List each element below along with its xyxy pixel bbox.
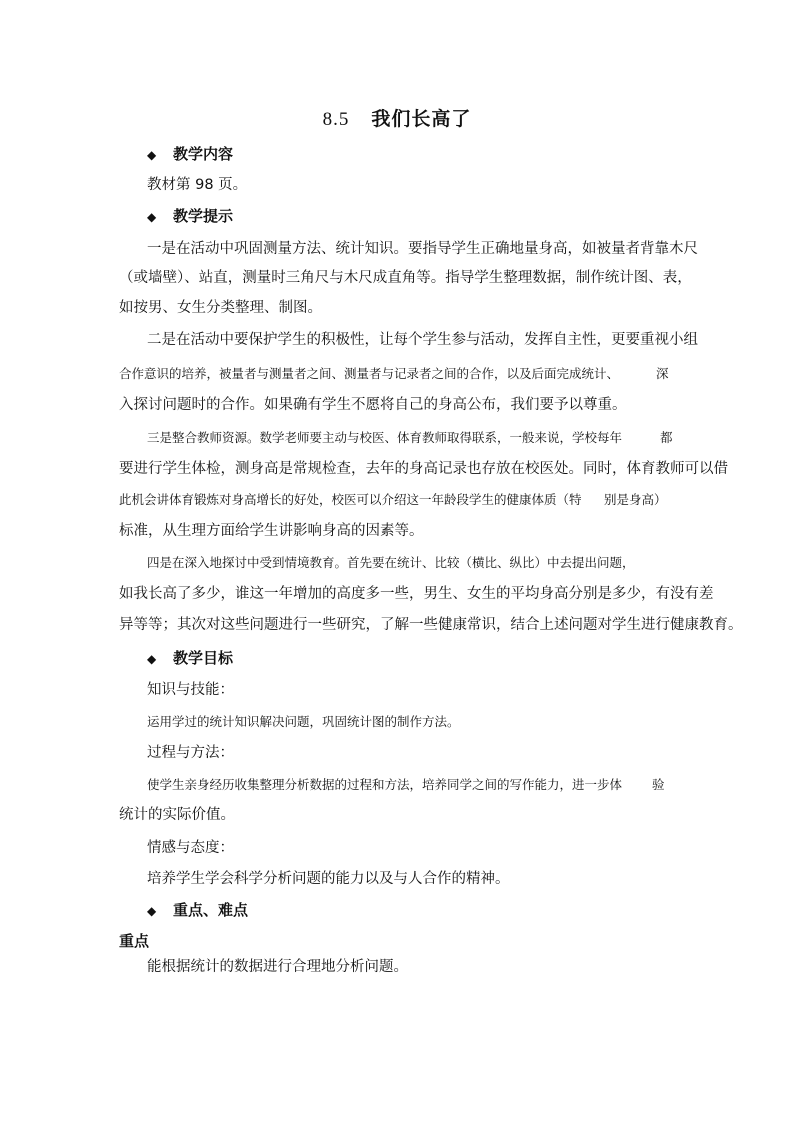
paragraph-line: （或墙壁）、站直，测量时三角尺与木尺成直角等。指导学生整理数据，制作统计图、表，	[119, 270, 692, 286]
paragraph-line: 合作意识的培养，被量者与测量者之间、测量者与记录者之间的合作，以及后面完成统计、	[119, 366, 620, 381]
page-title	[0, 104, 794, 131]
heading-tips: ◆ 教学提示	[147, 207, 234, 225]
process-text: 验	[652, 777, 665, 792]
heading-goals: ◆ 教学目标	[147, 649, 234, 667]
paragraph-line: 一是在活动中巩固测量方法、统计知识。要指导学生正确地量身高，如被量者背靠木尺	[147, 241, 698, 257]
diamond-bullet-icon: ◆	[147, 652, 157, 666]
process-text: 统计的实际价值。	[119, 807, 235, 823]
content-text: 教材第 98 页。	[147, 177, 248, 193]
section-number: 8.5	[322, 109, 350, 130]
paragraph-line: 入探讨问题时的合作。如果确有学生不愿将自己的身高公布，我们要予以尊重。	[119, 397, 627, 413]
process-label: 过程与方法：	[147, 745, 234, 761]
key-subheading: 重点	[119, 932, 150, 950]
emotion-label: 情感与态度：	[147, 840, 234, 856]
diamond-bullet-icon: ◆	[147, 904, 157, 918]
paragraph-line: 此机会讲体育锻炼对身高增长的好处，校医可以介绍这一年龄段学生的健康体质（特	[119, 492, 582, 507]
paragraph-line: 四是在深入地探讨中受到情境教育。首先要在统计、比较（横比、纵比）中去提出问题，	[147, 555, 635, 570]
diamond-bullet-icon: ◆	[147, 210, 157, 224]
paragraph-line: 别是身高）	[604, 492, 667, 507]
heading-content: ◆ 教学内容	[147, 145, 234, 163]
paragraph-line: 都	[660, 430, 673, 445]
key-text: 能根据统计的数据进行合理地分析问题。	[147, 959, 408, 975]
title-text: 我们长高了	[371, 108, 472, 130]
paragraph-line: 二是在活动中要保护学生的积极性，让每个学生参与活动，发挥自主性，更要重视小组	[147, 332, 698, 348]
heading-key: ◆ 重点、难点	[147, 901, 249, 919]
paragraph-line: 深	[656, 366, 669, 381]
process-text: 使学生亲身经历收集整理分析数据的过程和方法，培养同学之间的写作能力，进一步体	[147, 777, 623, 792]
paragraph-line: 要进行学生体检，测身高是常规检查，去年的身高记录也存放在校医处。同时，体育教师可以借	[119, 461, 728, 477]
knowledge-label: 知识与技能：	[147, 682, 234, 698]
paragraph-line: 异等等；其次对这些问题进行一些研究，了解一些健康常识，结合上述问题对学生进行健康教育。	[119, 617, 743, 633]
diamond-bullet-icon: ◆	[147, 148, 157, 162]
knowledge-text: 运用学过的统计知识解决问题，巩固统计图的制作方法。	[147, 714, 460, 729]
paragraph-line: 标准，从生理方面给学生讲影响身高的因素等。	[119, 523, 424, 539]
paragraph-line: 如按男、女生分类整理、制图。	[119, 300, 322, 316]
paragraph-line: 三是整合教师资源。数学老师要主动与校医、体育教师取得联系，一般来说，学校每年	[147, 430, 623, 445]
emotion-text: 培养学生学会科学分析问题的能力以及与人合作的精神。	[147, 871, 510, 887]
paragraph-line: 如我长高了多少，谁这一年增加的高度多一些，男生、女生的平均身高分别是多少，有没有差	[119, 586, 714, 602]
